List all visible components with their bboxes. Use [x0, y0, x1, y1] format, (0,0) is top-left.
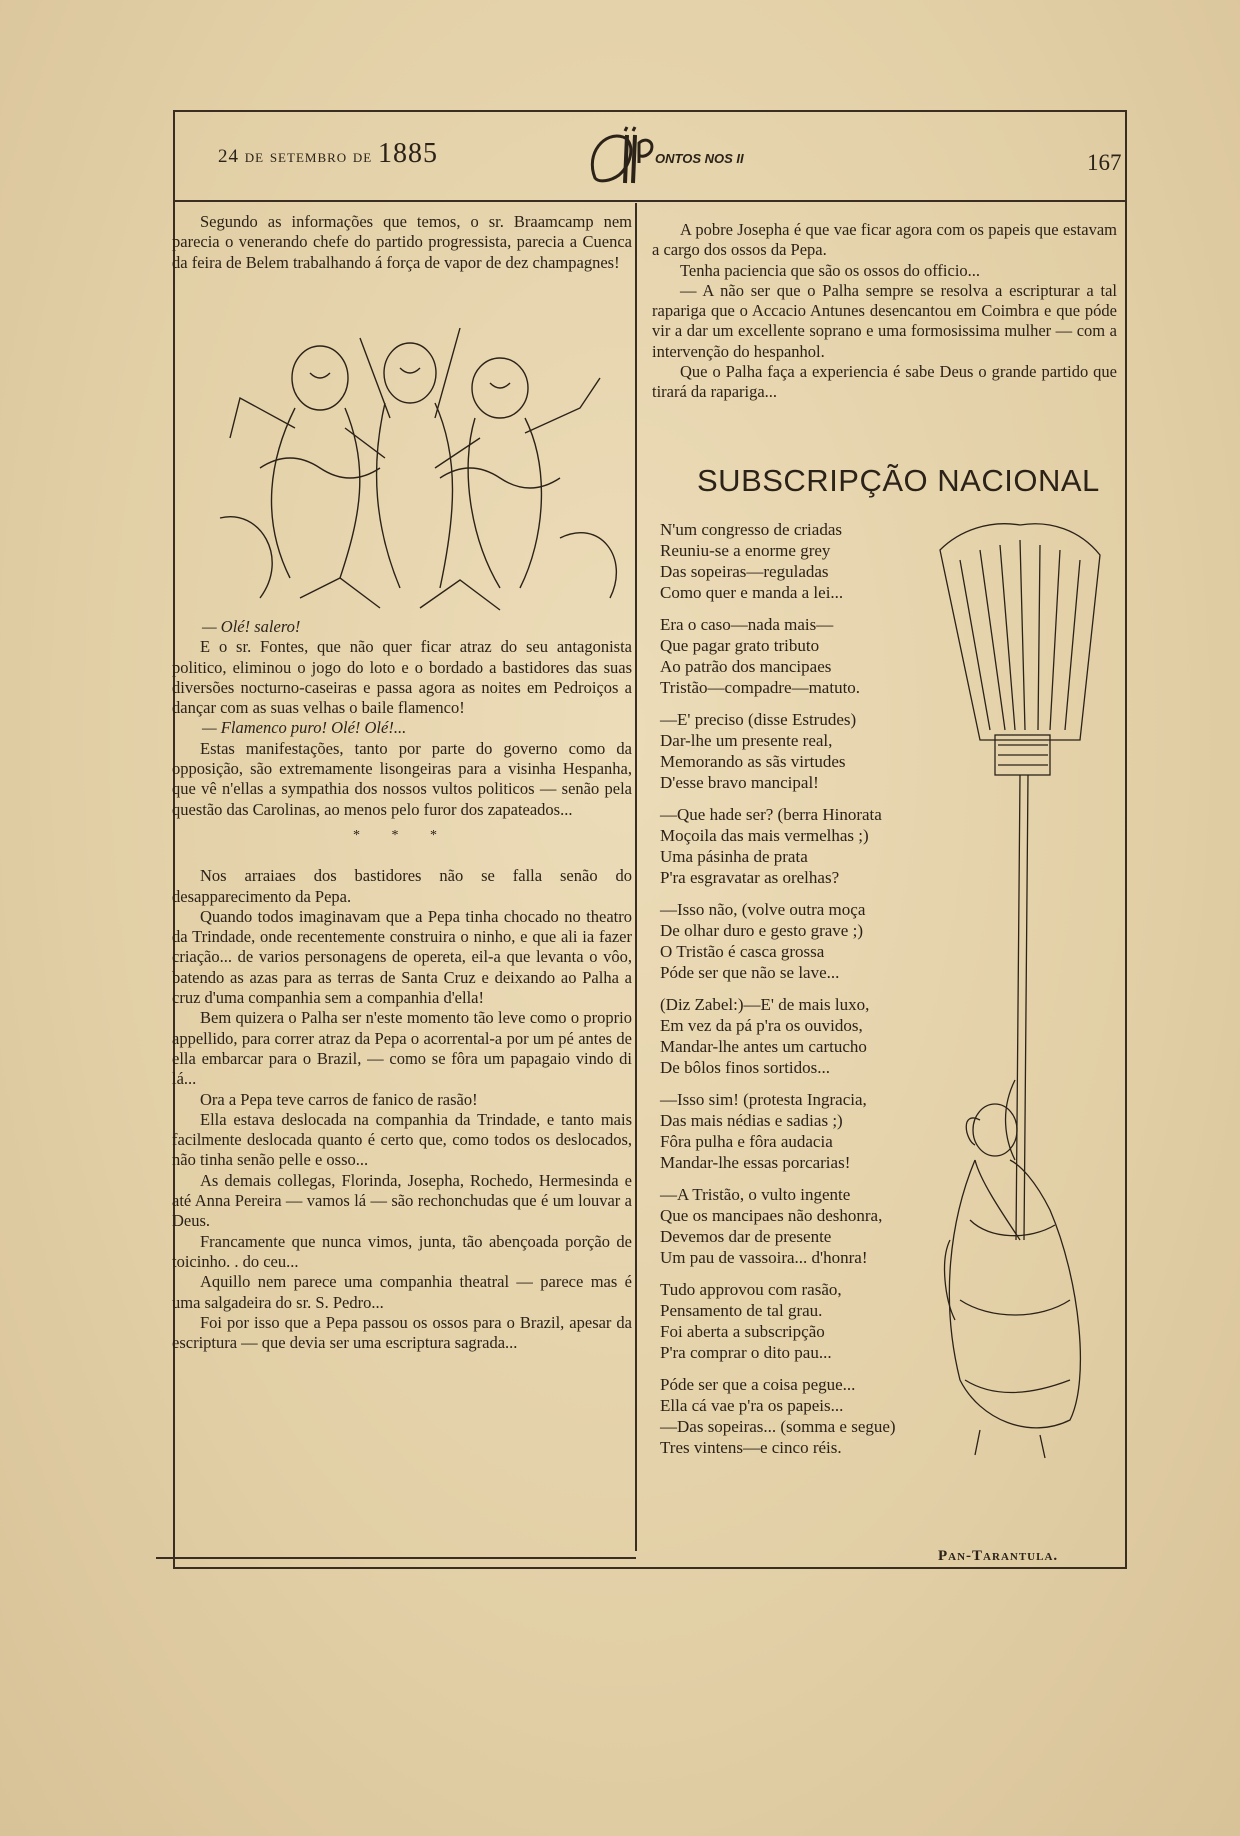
paragraph: Quando todos imaginavam que a Pepa tinha chocado no theatro da Trindade, onde recentemente construira o ninho, e que ali ia fazer criação... de varios personagens de opereta, eil-a que levanta o vôo, batendo as azas para as terras de Santa Cruz e deixando ao Palha a cruz d'uma companhia sem a companhia d'ella!	[172, 906, 632, 1008]
poem-stanza	[660, 1374, 960, 1458]
poem-line: (Diz Zabel:)—E' de mais luxo,	[660, 995, 870, 1014]
section-separator: * * *	[353, 827, 451, 843]
poem-line: O Tristão é casca grossa	[660, 942, 825, 961]
paragraph: Ora a Pepa teve carros de fanico de rasão!	[200, 1089, 478, 1109]
poem-line: D'esse bravo mancipal!	[660, 773, 819, 792]
poem-line: Das sopeiras—reguladas	[660, 562, 829, 581]
poem-stanza	[660, 1279, 960, 1363]
poem-line: Devemos dar de presente	[660, 1227, 832, 1246]
paragraph: — A não ser que o Palha sempre se resolva a escripturar a tal rapariga que o Accacio Antunes desencantou em Coimbra e que póde vir a dar um excellente soprano e uma formosissima mulher — com a intervenção do hespanhol.	[652, 280, 1117, 361]
paragraph: Bem quizera o Palha ser n'este momento tão leve como o proprio appellido, para correr atraz da Pepa o acorrental-a por um pé antes de ella embarcar para o Brazil, — como se fôra um papagaio vindo di lá...	[172, 1008, 632, 1089]
poem-line: —E' preciso (disse Estrudes)	[660, 710, 857, 729]
paragraph: Segundo as informações que temos, o sr. Braamcamp nem parecia o venerando chefe do partido progressista, parecia a Cuenca da feira de Belem trabalhando á força de vapor de dez champagnes!	[172, 212, 632, 272]
poem-line: Tres vintens—e cinco réis.	[660, 1438, 842, 1457]
poem-line: Fôra pulha e fôra audacia	[660, 1132, 833, 1151]
paragraph: As demais collegas, Florinda, Josepha, Rochedo, Hermesinda e até Anna Pereira — vamos lá — são rechonchudas que é um louvar a Deus.	[172, 1170, 632, 1231]
left-column-continued	[172, 617, 632, 1353]
poem-line: Dar-lhe um presente real,	[660, 731, 833, 750]
poem-line: Tudo approvou com rasão,	[660, 1280, 842, 1299]
poem-line: De bôlos finos sortidos...	[660, 1058, 830, 1077]
section-heading: SUBSCRIPÇÃO NACIONAL	[697, 463, 1100, 498]
issue-date: 24 de setembro de 1885	[218, 138, 438, 169]
poem	[660, 519, 960, 1469]
poem-line: Das mais nédias e sadias ;)	[660, 1111, 843, 1130]
left-column	[172, 212, 632, 273]
poem-line: —A Tristão, o vulto ingente	[660, 1185, 851, 1204]
paragraph: A pobre Josepha é que vae ficar agora com os papeis que estavam a cargo dos ossos da Pepa.	[652, 220, 1117, 260]
dancing-politicians-illustration	[200, 318, 640, 618]
poem-line: Uma pásinha de prata	[660, 847, 808, 866]
poem-line: Um pau de vassoira... d'honra!	[660, 1248, 868, 1267]
page-number: 167	[1087, 150, 1122, 175]
poem-line: P'ra esgravatar as orelhas?	[660, 868, 840, 887]
poem-line: Tristão—compadre—matuto.	[660, 678, 861, 697]
poem-line: Ella cá vae p'ra os papeis...	[660, 1396, 844, 1415]
bottom-rule	[156, 1557, 636, 1559]
poem-line: Mandar-lhe antes um cartucho	[660, 1037, 867, 1056]
poem-stanza	[660, 899, 960, 983]
poem-line: Memorando as sãs virtudes	[660, 752, 846, 771]
poem-line: De olhar duro e gesto grave ;)	[660, 921, 863, 940]
paragraph: Estas manifestações, tanto por parte do governo como da opposição, são extremamente lisongeiras para a visinha Hespanha, que vê n'ellas a sympathia dos nossos vultos politicos — senão pela questão das Carolinas, ao menos pelo furor dos zapateados...	[172, 738, 632, 819]
poem-stanza	[660, 1184, 960, 1268]
poem-stanza	[660, 1089, 960, 1173]
header-rule	[173, 200, 1127, 202]
svg-text:ONTOS NOS II: ONTOS NOS II	[655, 151, 744, 166]
poem-stanza	[660, 994, 960, 1078]
poem-stanza	[660, 614, 960, 698]
poem-line: Em vez da pá p'ra os ouvidos,	[660, 1016, 863, 1035]
paragraph: E o sr. Fontes, que não quer ficar atraz do seu antagonista politico, eliminou o jogo do loto e o bordado a bastidores das suas diversões nocturno-caseiras e passa agora as noites em Pedroiços a dançar com as suas velhas o baile flamenco!	[172, 637, 632, 718]
poem-line: Ao patrão dos mancipaes	[660, 657, 832, 676]
poem-line: Póde ser que a coisa pegue...	[660, 1375, 856, 1394]
poem-line: —Isso não, (volve outra moça	[660, 900, 866, 919]
poem-line: —Que hade ser? (berra Hinorata	[660, 805, 882, 824]
poem-line: Que os mancipaes não deshonra,	[660, 1206, 883, 1225]
poem-line: Moçoila das mais vermelhas ;)	[660, 826, 869, 845]
paragraph: Foi por isso que a Pepa passou os ossos para o Brazil, apesar da escriptura — que devia ser uma escriptura sagrada...	[172, 1312, 632, 1353]
poem-line: N'um congresso de criadas	[660, 520, 842, 539]
maid-with-broom-illustration	[920, 520, 1120, 1465]
masthead-logo-drawing	[575, 123, 744, 193]
poem-line: Como quer e manda a lei...	[660, 583, 844, 602]
poem-line: Foi aberta a subscripção	[660, 1322, 825, 1341]
illustration-caption: — Olé! salero!	[202, 617, 301, 636]
paragraph: Que o Palha faça a experiencia é sabe Deus o grande partido que tirará da rapariga...	[652, 362, 1117, 402]
paragraph: Aquillo nem parece uma companhia theatral — parece mas é uma salgadeira do sr. S. Pedro...	[172, 1272, 632, 1312]
paragraph: — Flamenco puro! Olé! Olé!...	[202, 718, 407, 738]
poem-line: Pensamento de tal grau.	[660, 1301, 823, 1320]
poem-line: Que pagar grato tributo	[660, 636, 820, 655]
poem-stanza	[660, 519, 960, 603]
paragraph: Tenha paciencia que são os ossos do officio...	[680, 260, 981, 280]
right-column	[652, 220, 1117, 403]
poem-line: P'ra comprar o dito pau...	[660, 1343, 832, 1362]
poem-stanza	[660, 709, 960, 793]
paragraph: Ella estava deslocada na companhia da Trindade, e tanto mais facilmente deslocada quanto é certo que, como todos os deslocados, não tinha senão pelle e osso...	[172, 1109, 632, 1170]
poem-line: Reuniu-se a enorme grey	[660, 541, 831, 560]
masthead-logo	[575, 123, 744, 193]
paragraph: Francamente que nunca vimos, junta, tão abençoada porção de toicinho. . do ceu...	[172, 1231, 632, 1271]
poem-line: Era o caso—nada mais—	[660, 615, 834, 634]
author-signature: Pan-Tarantula.	[938, 1548, 1059, 1564]
poem-line: Póde ser que não se lave...	[660, 963, 840, 982]
poem-stanza	[660, 804, 960, 888]
poem-line: Mandar-lhe essas porcarias!	[660, 1153, 851, 1172]
poem-line: —Das sopeiras... (somma e segue)	[660, 1417, 896, 1436]
paragraph: Nos arraiaes dos bastidores não se falla senão do desapparecimento da Pepa.	[172, 866, 632, 906]
poem-line: —Isso sim! (protesta Ingracia,	[660, 1090, 867, 1109]
